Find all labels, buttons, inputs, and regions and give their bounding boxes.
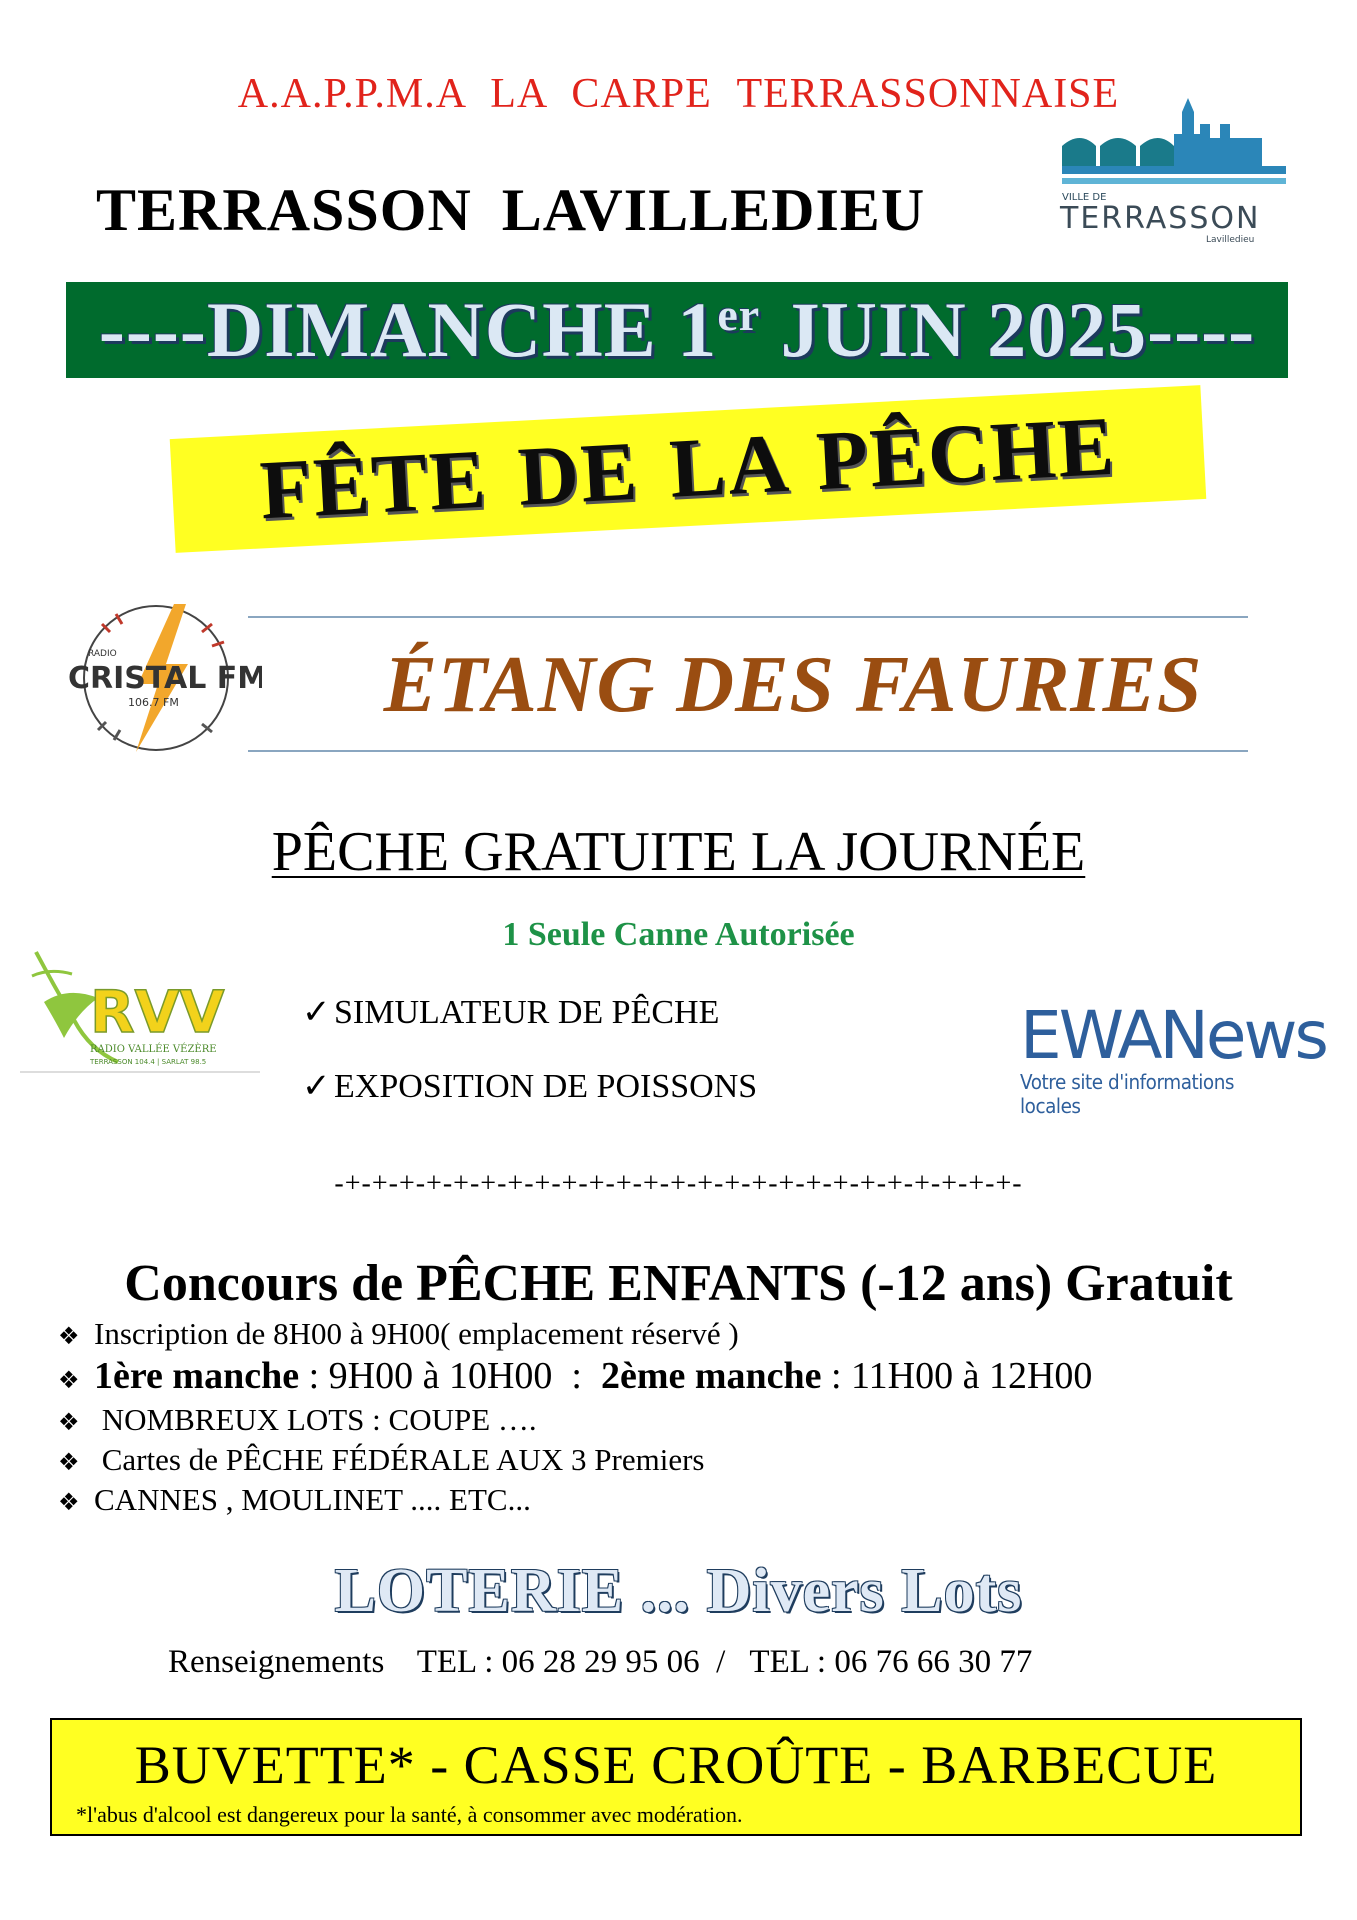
rvv-emblem-icon [20,946,260,1076]
rvv-name: RVV [90,978,225,1046]
town-name: TERRASSON LAVILLEDIEU [96,177,926,243]
rvv-subtitle: RADIO VALLÉE VÉZÈRE [90,1044,217,1055]
event-title-banner [170,385,1207,553]
refreshments-heading: BUVETTE* - CASSE CROÛTE - BARBECUE [134,1735,1218,1795]
location-name: ÉTANG DES FAURIES [383,641,1203,729]
rule-note: 1 Seule Canne Autorisée [502,916,855,953]
date-banner [66,282,1288,378]
check-icon: ✓ [302,994,331,1031]
list-item: ❖ Cartes de PÊCHE FÉDÉRALE AUX 3 Premiers [58,1442,705,1477]
cristal-fm-radio-label: RADIO [88,649,117,659]
list-item: ❖ CANNES , MOULINET .... ETC... [58,1482,531,1517]
contest-title: Concours de PÊCHE ENFANTS (-12 ans) Gratuit [124,1255,1233,1312]
diamond-bullet-icon: ❖ [58,1408,80,1436]
alcohol-warning: *l'abus d'alcool est dangereux pour la santé, à consommer avec modération. [76,1802,743,1827]
contact-info: Renseignements TEL : 06 28 29 95 06 / TEL : 06 76 66 30 77 [168,1644,1033,1680]
terrasson-emblem-icon [1056,94,1286,244]
cristal-fm-frequency: 106.7 FM [128,696,179,709]
diamond-bullet-icon: ❖ [58,1488,80,1516]
rvv-frequencies: TERRASSON 104.4 | SARLAT 98.5 [90,1058,207,1066]
list-item: ❖ Inscription de 8H00 à 9H00( emplacement réservé ) [58,1316,739,1351]
check-icon: ✓ [302,1068,331,1105]
divider-bottom [248,750,1248,752]
list-item: ❖ 1ère manche : 9H00 à 10H00 : 2ème manche : 11H00 à 12H00 [58,1355,1093,1397]
diamond-bullet-icon: ❖ [58,1366,80,1394]
terrasson-logo-name: TERRASSON [1060,201,1261,236]
event-date: ----DIMANCHE 1er JUIN 2025---- [98,286,1256,373]
terrasson-logo-sub: Lavilledieu [1206,235,1255,244]
terrasson-logo-prefix: VILLE DE [1062,192,1107,203]
organization-name: A.A.P.P.M.A LA CARPE TERRASSONNAISE [237,71,1120,117]
separator-line: -+-+-+-+-+-+-+-+-+-+-+-+-+-+-+-+-+-+-+-+-+-+-+-+-+- [334,1168,1023,1199]
lottery-heading: LOTERIE ... Divers Lots [334,1557,1023,1625]
activity-item: ✓ SIMULATEUR DE PÊCHE [302,994,720,1031]
cristal-fm-name: CRISTAL FM [68,661,262,696]
ewanews-tagline: Votre site d'informations locales [1020,1070,1235,1118]
ewanews-name: EWANews [1020,997,1326,1074]
cristal-fm-logo [62,598,262,758]
diamond-bullet-icon: ❖ [58,1322,80,1350]
activity-item: ✓ EXPOSITION DE POISSONS [302,1068,758,1105]
ewanews-logo [1020,997,1326,1118]
rvv-logo [20,946,260,1076]
diamond-bullet-icon: ❖ [58,1448,80,1476]
terrasson-logo [1056,94,1286,244]
divider-top [248,616,1248,618]
free-fishing-heading: PÊCHE GRATUITE LA JOURNÉE [271,821,1086,883]
cristal-fm-emblem-icon [62,598,262,758]
event-title: FÊTE DE LA PÊCHE [257,399,1119,538]
refreshments-box [50,1718,1302,1836]
list-item: ❖ NOMBREUX LOTS : COUPE …. [58,1402,537,1437]
